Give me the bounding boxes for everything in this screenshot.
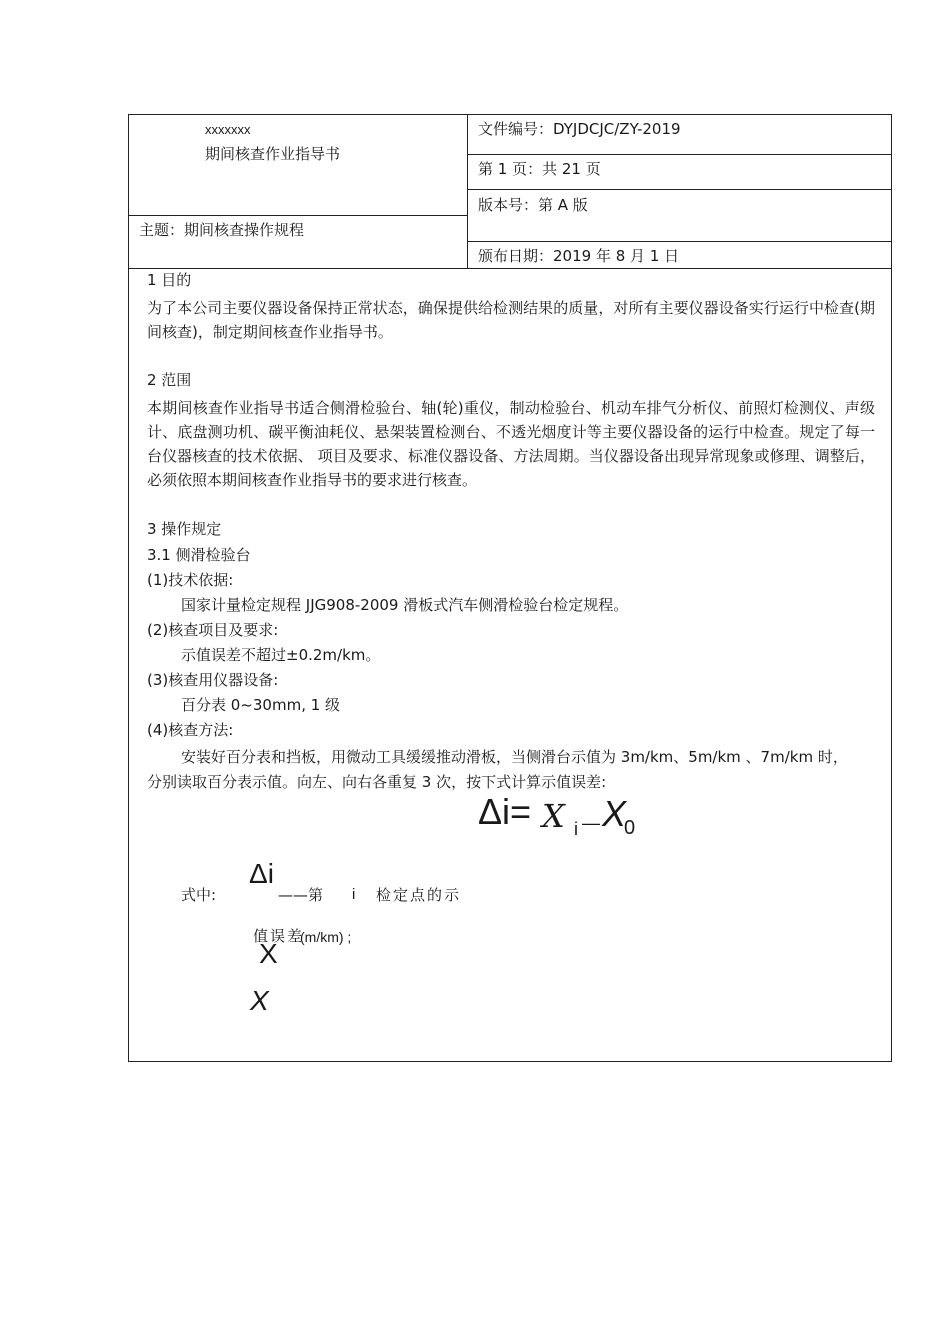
legend-delta: Δi: [249, 858, 274, 889]
legend-where: 式中:: [181, 886, 217, 904]
legend-desc-2: 值误差: [253, 927, 305, 945]
doc-title: 期间核查作业指导书: [205, 145, 341, 163]
legend-x-2: X: [250, 985, 269, 1016]
item-2-title: (2)核查项目及要求:: [147, 621, 279, 639]
legend-dash-text: ——第: [278, 886, 324, 904]
formula-xi: X: [542, 797, 565, 835]
item-4-line-2: 分别读取百分表示值。向左、向右各重复 3 次，按下式计算示值误差:: [147, 773, 607, 791]
legend-i: i: [352, 886, 356, 903]
section-1-title: 1 目的: [147, 271, 192, 289]
legend-x-1: X: [259, 938, 278, 969]
file-number: 文件编号：DYJDCJC/ZY-2019: [478, 120, 681, 138]
header-divider-right-3: [467, 241, 892, 242]
item-2-text: 示值误差不超过±0.2m/km。: [181, 646, 381, 664]
header-divider-right-2: [467, 189, 892, 190]
page-info: 第 1 页：共 21 页: [478, 160, 601, 178]
legend-desc-1: 检定点的示: [376, 886, 462, 904]
item-1-title: (1)技术依据:: [147, 571, 234, 589]
body-box: [128, 268, 892, 1062]
item-1-text: 国家计量检定规程 JJG908-2009 滑板式汽车侧滑检验台检定规程。: [181, 596, 629, 614]
header-divider-vertical: [467, 114, 468, 269]
item-4-line-1: 安装好百分表和挡板，用微动工具缓缓推动滑板，当侧滑台示值为 3m/km、5m/km 、7m/km 时，: [181, 748, 848, 766]
legend-unit: (m/km) ;: [300, 929, 352, 945]
formula-minus: —: [582, 813, 600, 833]
formula: [478, 790, 678, 846]
section-3-title: 3 操作规定: [147, 520, 222, 538]
section-3-1-title: 3.1 侧滑检验台: [147, 546, 251, 564]
formula-lhs: Δi=: [478, 791, 532, 832]
section-2-text: 本期间核查作业指导书适合侧滑检验台、轴(轮)重仪，制动检验台、机动车排气分析仪、前照灯检测仪、声级计、底盘测功机、碳平衡油耗仪、悬架装置检测台、不透光烟度计等主要仪器设备的运行中检查。规定了每一台仪器核查的技术依据、 项目及要求、标准仪器设备、方法周期。当仪器设备出现异常现象或修理、调整后，必须依照本期间核查作业指导书的要求进行核查。: [147, 399, 875, 489]
item-3-text: 百分表 0~30mm, 1 级: [181, 696, 341, 714]
version: 版本号：第 A 版: [478, 196, 588, 214]
item-3-title: (3)核查用仪器设备:: [147, 671, 279, 689]
formula-x0: X: [602, 793, 627, 834]
company-name: xxxxxxx: [205, 122, 251, 137]
subject: 主题：期间核查操作规程: [139, 221, 305, 239]
formula-sub-i: i: [574, 819, 578, 839]
formula-sub-0: 0: [624, 817, 636, 839]
section-1-text: 为了本公司主要仪器设备保持正常状态，确保提供给检测结果的质量，对所有主要仪器设备实行运行中检查(期间核查)，制定期间核查作业指导书。: [147, 299, 875, 341]
issue-date: 颁布日期：2019 年 8 月 1 日: [478, 247, 680, 265]
header-divider-right-1: [467, 154, 892, 155]
item-4-title: (4)核查方法:: [147, 721, 234, 739]
section-2-title: 2 范围: [147, 371, 192, 389]
header-divider-left: [128, 215, 467, 216]
